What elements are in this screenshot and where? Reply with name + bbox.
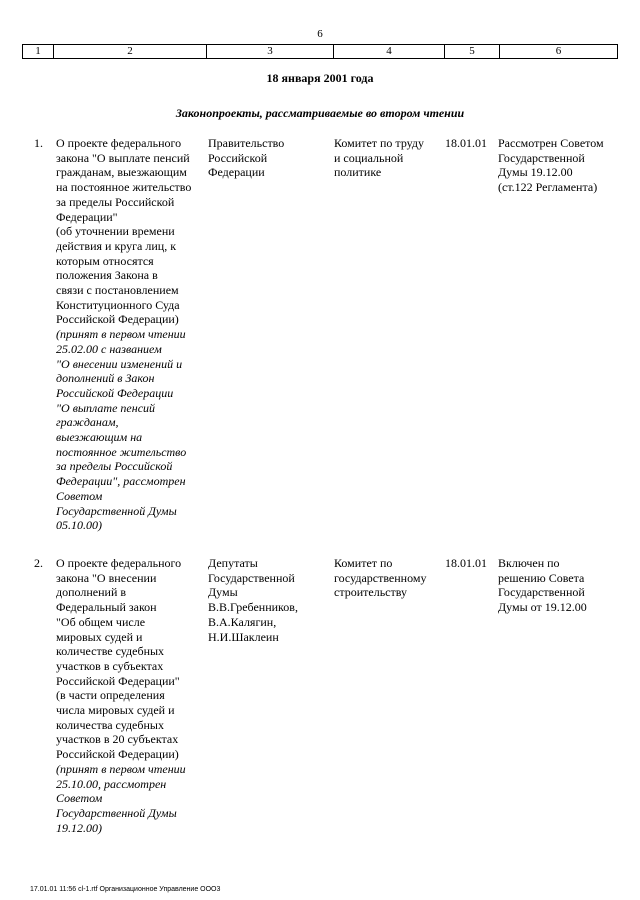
responsible-committee: [334, 556, 444, 600]
bill-author-line: Российской: [208, 150, 268, 165]
bill-title-line: (в части определения: [56, 688, 165, 703]
bill-note-line: гражданам,: [56, 415, 119, 430]
bill-author-line: В.А.Калягин,: [208, 614, 277, 629]
bill-title-line: мировых судей и: [56, 629, 143, 644]
bill-author: [208, 136, 333, 180]
status-line: решению Совета: [498, 570, 585, 585]
column-number-header: [22, 44, 618, 59]
status-line: (ст.122 Регламента): [498, 180, 598, 195]
bill-title-line: дополнений в: [56, 585, 127, 600]
bill-title-line: числа мировых судей и: [56, 703, 175, 718]
bill-note-line: "О внесении изменений и: [56, 356, 183, 371]
bill-title-line: участков в субъектах: [56, 658, 164, 673]
status-line: Думы 19.12.00: [498, 165, 573, 180]
bill-note-line: Государственной Думы: [56, 805, 177, 820]
bill-title-line: Федеральный закон: [56, 600, 157, 615]
bill-title-line: связи с постановлением: [56, 283, 179, 298]
committee-line: Комитет по труду: [334, 136, 425, 150]
bill-title-line: Конституционного Суда: [56, 297, 180, 312]
committee-line: и социальной: [334, 150, 404, 165]
bill-title-line: положения Закона в: [56, 268, 158, 283]
bill-title-line: которым относятся: [56, 253, 154, 268]
bill-title: [56, 556, 206, 835]
committee-line: политике: [334, 165, 382, 180]
date-heading: 18 января 2001 года: [266, 71, 374, 85]
status-line: Государственной: [498, 585, 585, 600]
bill-title: [56, 136, 206, 533]
bill-note-line: 05.10.00): [56, 518, 102, 533]
bill-note-line: 25.02.00 с названием: [56, 341, 162, 356]
bill-title-line: количестве судебных: [56, 644, 165, 659]
responsible-committee: [334, 136, 444, 180]
bill-title-line: закона "О внесении: [56, 570, 157, 585]
committee-line: государственному: [334, 570, 427, 585]
bill-author-line: Думы: [208, 585, 238, 600]
bill-note-line: (принят в первом чтении: [56, 327, 186, 342]
bill-title-line: О проекте федерального: [56, 136, 182, 150]
status-line: Рассмотрен Советом: [498, 136, 604, 150]
bill-note-line: дополнений в Закон: [56, 371, 155, 386]
bill-title-line: количества судебных: [56, 717, 164, 732]
bill-title-line: на постоянное жительство: [56, 180, 192, 195]
bill-title-line: закона "О выплате пенсий: [56, 150, 190, 165]
bill-title-line: О проекте федерального: [56, 556, 182, 570]
bill-author-line: Федерации: [208, 165, 265, 180]
section-heading: Законопроекты, рассматриваемые во втором чтении: [175, 106, 465, 120]
column-number-3: 3: [207, 45, 334, 59]
bill-note-line: 25.10.00, рассмотрен: [56, 776, 167, 791]
entry-number: 2.: [34, 556, 43, 570]
bill-author-line: Депутаты: [208, 556, 258, 570]
status-line: Государственной: [498, 150, 585, 165]
bill-note-line: Государственной Думы: [56, 503, 177, 518]
review-date: 18.01.01: [445, 136, 487, 150]
bill-status: [498, 556, 618, 615]
column-number-2: 2: [54, 45, 207, 59]
entry-number: 1.: [34, 136, 43, 150]
review-date: 18.01.01: [445, 556, 487, 570]
bill-title-line: участков в 20 субъектах: [56, 732, 179, 747]
bill-note-line: за пределы Российской: [56, 459, 173, 474]
bill-title-line: Российской Федерации): [56, 312, 179, 327]
bill-title-line: за пределы Российской: [56, 194, 175, 209]
bill-note-line: "О выплате пенсий: [56, 400, 156, 415]
column-number-5: 5: [445, 45, 500, 59]
bill-note-line: (принят в первом чтении: [56, 761, 186, 776]
bill-author-line: Государственной: [208, 570, 295, 585]
page-number: 6: [317, 28, 323, 40]
bill-note-line: выезжающим на: [56, 430, 143, 445]
bill-note-line: Советом: [56, 791, 103, 806]
bill-title-line: Российской Федерации): [56, 747, 179, 762]
bill-author-line: Правительство: [208, 136, 285, 150]
bill-title-line: (об уточнении времени: [56, 224, 175, 239]
column-number-4: 4: [334, 45, 445, 59]
bill-title-line: Федерации": [56, 209, 118, 224]
bill-author-line: В.В.Гребенников,: [208, 600, 298, 615]
bill-note-line: Советом: [56, 488, 103, 503]
bill-note-line: 19.12.00): [56, 820, 102, 835]
bill-author-line: Н.И.Шаклеин: [208, 629, 279, 644]
bill-note-line: постоянное жительство: [56, 444, 187, 459]
bill-note-line: Российской Федерации: [56, 385, 174, 400]
column-number-1: 1: [23, 45, 54, 59]
document-footer: 17.01.01 11:56 cl-1.rtf Организационное Управление ООО3: [30, 886, 221, 893]
bill-title-line: гражданам, выезжающим: [56, 165, 187, 180]
bill-status: [498, 136, 618, 195]
status-line: Включен по: [498, 556, 560, 570]
status-line: Думы от 19.12.00: [498, 600, 587, 615]
bill-note-line: Федерации", рассмотрен: [56, 474, 186, 489]
bill-author: [208, 556, 333, 644]
bill-title-line: Российской Федерации": [56, 673, 180, 688]
committee-line: строительству: [334, 585, 407, 600]
bill-title-line: действия и круга лиц, к: [56, 238, 177, 253]
column-number-6: 6: [500, 45, 618, 59]
committee-line: Комитет по: [334, 556, 393, 570]
bill-title-line: "Об общем числе: [56, 614, 146, 629]
